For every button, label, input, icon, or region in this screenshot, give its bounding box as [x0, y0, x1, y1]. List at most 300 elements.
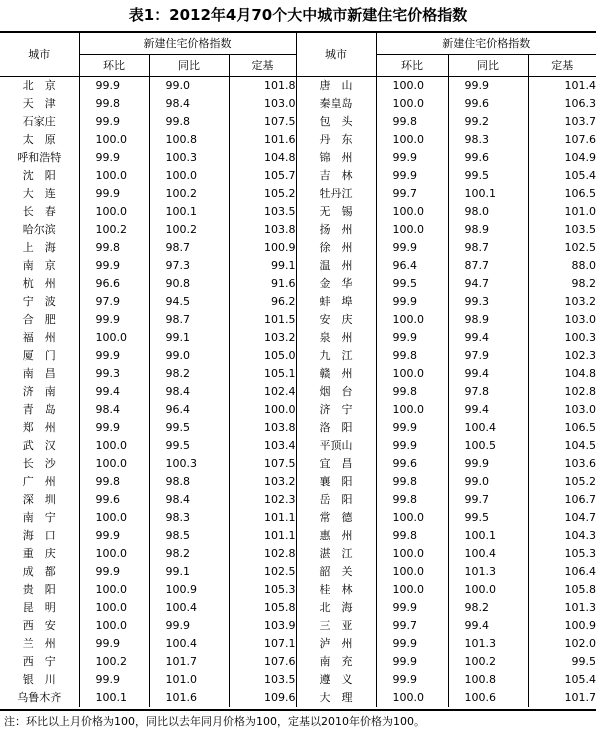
table-row [0, 77, 596, 96]
left-yoy-cell: 98.5 [149, 527, 229, 545]
right-yoy-cell: 98.2 [448, 599, 528, 617]
left-yoy-cell: 99.5 [149, 437, 229, 455]
left-mom-cell: 99.9 [79, 347, 149, 365]
column-header-base-left: 定基 [229, 55, 296, 77]
left-city-cell: 大 连 [0, 185, 79, 203]
table-row [0, 203, 596, 221]
right-city-cell: 牡丹江 [296, 185, 376, 203]
left-mom-cell: 100.0 [79, 131, 149, 149]
left-city-cell: 长 沙 [0, 455, 79, 473]
right-mom-cell: 100.0 [376, 311, 448, 329]
left-mom-cell: 100.2 [79, 653, 149, 671]
column-header-mom-left: 环比 [79, 55, 149, 77]
left-yoy-cell: 99.1 [149, 563, 229, 581]
left-mom-cell: 100.1 [79, 689, 149, 707]
right-yoy-cell: 100.1 [448, 185, 528, 203]
left-city-cell: 广 州 [0, 473, 79, 491]
right-city-cell: 锦 州 [296, 149, 376, 167]
left-base-cell: 101.1 [229, 527, 296, 545]
right-city-cell: 南 充 [296, 653, 376, 671]
left-mom-cell: 99.9 [79, 527, 149, 545]
table-row [0, 527, 596, 545]
right-yoy-cell: 100.1 [448, 527, 528, 545]
table-row [0, 545, 596, 563]
right-mom-cell: 99.8 [376, 113, 448, 131]
right-yoy-cell: 99.5 [448, 509, 528, 527]
left-yoy-cell: 99.1 [149, 329, 229, 347]
right-base-cell: 104.3 [564, 529, 596, 542]
right-city-cell: 蚌 埠 [296, 293, 376, 311]
right-yoy-cell: 99.7 [448, 491, 528, 509]
left-yoy-cell: 100.2 [149, 221, 229, 239]
left-city-cell: 呼和浩特 [0, 149, 79, 167]
left-yoy-cell: 98.7 [149, 311, 229, 329]
right-mom-cell: 100.0 [376, 545, 448, 563]
right-city-cell: 温 州 [296, 257, 376, 275]
right-yoy-cell: 99.2 [448, 113, 528, 131]
right-yoy-cell: 99.4 [448, 329, 528, 347]
right-mom-cell: 96.4 [376, 257, 448, 275]
left-yoy-cell: 100.4 [149, 635, 229, 653]
left-city-cell: 太 原 [0, 131, 79, 149]
table-row [0, 239, 596, 257]
right-base-cell: 102.5 [564, 241, 596, 254]
left-mom-cell: 100.0 [79, 581, 149, 599]
left-yoy-cell: 94.5 [149, 293, 229, 311]
table-row [0, 293, 596, 311]
right-base-cell: 99.5 [571, 655, 596, 668]
right-city-cell: 包 头 [296, 113, 376, 131]
right-city-cell: 丹 东 [296, 131, 376, 149]
right-mom-cell: 99.9 [376, 437, 448, 455]
left-base-cell: 102.4 [229, 383, 296, 401]
table-row [0, 401, 596, 419]
left-mom-cell: 100.0 [79, 455, 149, 473]
right-city-cell: 九 江 [296, 347, 376, 365]
table-row [0, 383, 596, 401]
left-mom-cell: 99.9 [79, 635, 149, 653]
right-mom-cell: 100.0 [376, 77, 448, 96]
table-row [0, 113, 596, 131]
table-row [0, 473, 596, 491]
right-base-cell: 101.0 [564, 205, 596, 218]
right-city-cell: 烟 台 [296, 383, 376, 401]
left-city-cell: 青 岛 [0, 401, 79, 419]
right-mom-cell: 100.0 [376, 509, 448, 527]
right-yoy-cell: 99.0 [448, 473, 528, 491]
right-city-cell: 平顶山 [296, 437, 376, 455]
right-yoy-cell: 100.8 [448, 671, 528, 689]
left-mom-cell: 100.2 [79, 221, 149, 239]
left-base-cell: 107.5 [229, 455, 296, 473]
right-mom-cell: 99.8 [376, 383, 448, 401]
table-row [0, 509, 596, 527]
right-base-cell: 101.7 [564, 691, 596, 704]
left-mom-cell: 98.4 [79, 401, 149, 419]
left-base-cell: 103.0 [229, 95, 296, 113]
left-mom-cell: 99.9 [79, 563, 149, 581]
right-mom-cell: 99.9 [376, 653, 448, 671]
left-base-cell: 99.1 [229, 257, 296, 275]
left-yoy-cell: 101.7 [149, 653, 229, 671]
right-yoy-cell: 99.3 [448, 293, 528, 311]
left-base-cell: 101.6 [229, 131, 296, 149]
right-yoy-cell: 101.3 [448, 563, 528, 581]
right-city-cell: 赣 州 [296, 365, 376, 383]
right-base-cell: 106.4 [564, 565, 596, 578]
right-city-cell: 吉 林 [296, 167, 376, 185]
left-base-cell: 101.1 [229, 509, 296, 527]
right-mom-cell: 99.9 [376, 419, 448, 437]
right-city-cell: 洛 阳 [296, 419, 376, 437]
left-mom-cell: 99.9 [79, 671, 149, 689]
right-yoy-cell: 100.5 [448, 437, 528, 455]
right-mom-cell: 100.0 [376, 401, 448, 419]
right-base-cell: 106.5 [564, 187, 596, 200]
right-city-cell: 秦皇岛 [296, 95, 376, 113]
right-base-cell: 105.8 [564, 583, 596, 596]
table-row [0, 617, 596, 635]
left-base-cell: 105.0 [229, 347, 296, 365]
left-yoy-cell: 101.0 [149, 671, 229, 689]
right-base-cell: 107.6 [564, 133, 596, 146]
right-base-cell: 103.5 [564, 223, 596, 236]
right-mom-cell: 99.6 [376, 455, 448, 473]
table-row [0, 329, 596, 347]
left-yoy-cell: 99.0 [149, 77, 229, 96]
right-yoy-cell: 99.6 [448, 95, 528, 113]
right-city-cell: 扬 州 [296, 221, 376, 239]
left-base-cell: 107.5 [229, 113, 296, 131]
table-row [0, 347, 596, 365]
right-base-cell: 102.8 [564, 385, 596, 398]
left-base-cell: 105.3 [229, 581, 296, 599]
right-base-cell: 103.6 [564, 457, 596, 470]
left-mom-cell: 100.0 [79, 203, 149, 221]
right-base-cell: 88.0 [571, 259, 596, 272]
right-mom-cell: 100.0 [376, 203, 448, 221]
left-city-cell: 宁 波 [0, 293, 79, 311]
left-mom-cell: 99.9 [79, 419, 149, 437]
price-index-table [0, 31, 596, 707]
left-yoy-cell: 99.5 [149, 419, 229, 437]
right-mom-cell: 99.9 [376, 293, 448, 311]
table-title: 表1：2012年4月70个大中城市新建住宅价格指数 [128, 6, 468, 24]
right-base-cell: 105.3 [564, 547, 596, 560]
right-mom-cell: 100.0 [376, 365, 448, 383]
left-mom-cell: 100.0 [79, 329, 149, 347]
right-yoy-cell: 98.9 [448, 221, 528, 239]
left-yoy-cell: 98.4 [149, 95, 229, 113]
right-yoy-cell: 99.4 [448, 365, 528, 383]
column-group-header-right: 新建住宅价格指数 [376, 32, 596, 55]
left-yoy-cell: 101.6 [149, 689, 229, 707]
right-city-cell: 泉 州 [296, 329, 376, 347]
left-city-cell: 厦 门 [0, 347, 79, 365]
column-header-city-right: 城市 [296, 32, 376, 77]
left-mom-cell: 100.0 [79, 509, 149, 527]
left-city-cell: 济 南 [0, 383, 79, 401]
left-base-cell: 107.6 [229, 653, 296, 671]
left-base-cell: 103.2 [229, 329, 296, 347]
left-city-cell: 沈 阳 [0, 167, 79, 185]
left-yoy-cell: 100.3 [149, 149, 229, 167]
left-yoy-cell: 100.8 [149, 131, 229, 149]
left-city-cell: 福 州 [0, 329, 79, 347]
table-row [0, 599, 596, 617]
left-base-cell: 103.9 [229, 617, 296, 635]
right-yoy-cell: 98.7 [448, 239, 528, 257]
left-base-cell: 102.8 [229, 545, 296, 563]
left-yoy-cell: 98.2 [149, 365, 229, 383]
left-base-cell: 109.6 [229, 689, 296, 707]
right-city-cell: 泸 州 [296, 635, 376, 653]
left-base-cell: 103.5 [229, 671, 296, 689]
left-yoy-cell: 98.3 [149, 509, 229, 527]
table-row [0, 131, 596, 149]
right-yoy-cell: 100.0 [448, 581, 528, 599]
right-base-cell: 105.4 [564, 673, 596, 686]
left-base-cell: 91.6 [229, 275, 296, 293]
right-city-cell: 济 宁 [296, 401, 376, 419]
left-yoy-cell: 100.3 [149, 455, 229, 473]
left-city-cell: 深 圳 [0, 491, 79, 509]
left-city-cell: 石家庄 [0, 113, 79, 131]
table-row [0, 653, 596, 671]
left-city-cell: 乌鲁木齐 [0, 689, 79, 707]
column-header-base-right: 定基 [528, 55, 596, 77]
right-city-cell: 桂 林 [296, 581, 376, 599]
right-yoy-cell: 100.2 [448, 653, 528, 671]
left-mom-cell: 100.0 [79, 599, 149, 617]
right-mom-cell: 99.9 [376, 671, 448, 689]
left-city-cell: 南 京 [0, 257, 79, 275]
column-header-yoy-left: 同比 [149, 55, 229, 77]
table-row [0, 149, 596, 167]
right-mom-cell: 100.0 [376, 563, 448, 581]
right-yoy-cell: 99.5 [448, 167, 528, 185]
right-yoy-cell: 99.6 [448, 149, 528, 167]
right-base-cell: 100.9 [564, 619, 596, 632]
left-mom-cell: 100.0 [79, 167, 149, 185]
left-city-cell: 西 安 [0, 617, 79, 635]
left-yoy-cell: 100.2 [149, 185, 229, 203]
right-mom-cell: 99.9 [376, 239, 448, 257]
table-row [0, 419, 596, 437]
left-mom-cell: 99.9 [79, 257, 149, 275]
left-yoy-cell: 98.8 [149, 473, 229, 491]
right-mom-cell: 99.5 [376, 275, 448, 293]
right-yoy-cell: 99.9 [448, 455, 528, 473]
left-mom-cell: 99.3 [79, 365, 149, 383]
right-mom-cell: 99.8 [376, 527, 448, 545]
left-mom-cell: 99.8 [79, 239, 149, 257]
right-city-cell: 韶 关 [296, 563, 376, 581]
right-yoy-cell: 97.8 [448, 383, 528, 401]
right-base-cell: 105.4 [564, 169, 596, 182]
left-city-cell: 贵 阳 [0, 581, 79, 599]
left-city-cell: 南 昌 [0, 365, 79, 383]
table-row [0, 437, 596, 455]
left-base-cell: 96.2 [229, 293, 296, 311]
right-base-cell: 103.7 [564, 115, 596, 128]
left-mom-cell: 100.0 [79, 545, 149, 563]
right-base-cell: 104.5 [564, 439, 596, 452]
right-base-cell: 102.0 [564, 637, 596, 650]
right-city-cell: 遵 义 [296, 671, 376, 689]
right-yoy-cell: 100.4 [448, 545, 528, 563]
right-yoy-cell: 87.7 [448, 257, 528, 275]
left-yoy-cell: 98.7 [149, 239, 229, 257]
left-base-cell: 102.5 [229, 563, 296, 581]
left-base-cell: 100.0 [229, 401, 296, 419]
right-yoy-cell: 98.0 [448, 203, 528, 221]
left-base-cell: 107.1 [229, 635, 296, 653]
right-mom-cell: 99.7 [376, 617, 448, 635]
right-base-cell: 106.3 [564, 97, 596, 110]
table-row [0, 185, 596, 203]
right-base-cell: 101.4 [564, 79, 596, 92]
left-city-cell: 天 津 [0, 95, 79, 113]
column-group-header-left: 新建住宅价格指数 [79, 32, 296, 55]
left-mom-cell: 99.9 [79, 149, 149, 167]
left-yoy-cell: 100.1 [149, 203, 229, 221]
left-mom-cell: 99.8 [79, 95, 149, 113]
left-yoy-cell: 99.8 [149, 113, 229, 131]
right-base-cell: 103.0 [564, 403, 596, 416]
right-mom-cell: 99.8 [376, 491, 448, 509]
table-row [0, 491, 596, 509]
right-base-cell: 102.3 [564, 349, 596, 362]
left-yoy-cell: 100.9 [149, 581, 229, 599]
left-city-cell: 银 川 [0, 671, 79, 689]
left-city-cell: 西 宁 [0, 653, 79, 671]
footnote: 注：环比以上月价格为100，同比以去年同月价格为100，定基以2010年价格为100。 [4, 715, 425, 728]
left-base-cell: 105.2 [229, 185, 296, 203]
right-yoy-cell: 100.4 [448, 419, 528, 437]
table-row [0, 455, 596, 473]
right-city-cell: 岳 阳 [296, 491, 376, 509]
right-city-cell: 安 庆 [296, 311, 376, 329]
left-mom-cell: 97.9 [79, 293, 149, 311]
left-base-cell: 101.5 [229, 311, 296, 329]
left-mom-cell: 99.6 [79, 491, 149, 509]
left-city-cell: 兰 州 [0, 635, 79, 653]
right-mom-cell: 100.0 [376, 131, 448, 149]
column-header-mom-right: 环比 [376, 55, 448, 77]
table-row [0, 581, 596, 599]
right-base-cell: 101.3 [564, 601, 596, 614]
left-mom-cell: 100.0 [79, 617, 149, 635]
left-city-cell: 昆 明 [0, 599, 79, 617]
right-yoy-cell: 99.4 [448, 401, 528, 419]
right-city-cell: 金 华 [296, 275, 376, 293]
left-yoy-cell: 98.4 [149, 491, 229, 509]
left-base-cell: 103.8 [229, 221, 296, 239]
table-row [0, 95, 596, 113]
left-yoy-cell: 100.0 [149, 167, 229, 185]
left-city-cell: 合 肥 [0, 311, 79, 329]
left-city-cell: 哈尔滨 [0, 221, 79, 239]
left-yoy-cell: 90.8 [149, 275, 229, 293]
left-mom-cell: 99.9 [79, 113, 149, 131]
right-mom-cell: 99.9 [376, 149, 448, 167]
right-yoy-cell: 100.6 [448, 689, 528, 707]
table-row [0, 563, 596, 581]
table-row [0, 275, 596, 293]
left-base-cell: 105.1 [229, 365, 296, 383]
left-mom-cell: 100.0 [79, 437, 149, 455]
left-city-cell: 海 口 [0, 527, 79, 545]
table-row [0, 365, 596, 383]
left-city-cell: 杭 州 [0, 275, 79, 293]
right-base-cell: 103.2 [564, 295, 596, 308]
left-mom-cell: 99.4 [79, 383, 149, 401]
right-base-cell: 106.7 [564, 493, 596, 506]
right-city-cell: 宜 昌 [296, 455, 376, 473]
right-yoy-cell: 94.7 [448, 275, 528, 293]
right-mom-cell: 99.8 [376, 347, 448, 365]
right-base-cell: 106.5 [564, 421, 596, 434]
left-city-cell: 成 都 [0, 563, 79, 581]
left-base-cell: 101.8 [229, 77, 296, 96]
left-mom-cell: 99.9 [79, 311, 149, 329]
right-city-cell: 大 理 [296, 689, 376, 707]
left-base-cell: 103.5 [229, 203, 296, 221]
left-city-cell: 重 庆 [0, 545, 79, 563]
right-yoy-cell: 98.9 [448, 311, 528, 329]
table-body [0, 77, 596, 708]
right-mom-cell: 99.9 [376, 599, 448, 617]
left-yoy-cell: 100.4 [149, 599, 229, 617]
right-city-cell: 湛 江 [296, 545, 376, 563]
right-yoy-cell: 97.9 [448, 347, 528, 365]
left-yoy-cell: 98.2 [149, 545, 229, 563]
table-row [0, 689, 596, 707]
right-mom-cell: 99.9 [376, 167, 448, 185]
left-base-cell: 105.8 [229, 599, 296, 617]
right-mom-cell: 99.8 [376, 473, 448, 491]
table-row [0, 257, 596, 275]
left-yoy-cell: 96.4 [149, 401, 229, 419]
table-row [0, 311, 596, 329]
right-city-cell: 无 锡 [296, 203, 376, 221]
right-city-cell: 襄 阳 [296, 473, 376, 491]
right-base-cell: 103.0 [564, 313, 596, 326]
left-base-cell: 103.4 [229, 437, 296, 455]
left-base-cell: 104.8 [229, 149, 296, 167]
table-row [0, 671, 596, 689]
left-yoy-cell: 99.0 [149, 347, 229, 365]
left-mom-cell: 96.6 [79, 275, 149, 293]
right-city-cell: 惠 州 [296, 527, 376, 545]
left-mom-cell: 99.8 [79, 473, 149, 491]
right-base-cell: 100.3 [564, 331, 596, 344]
left-city-cell: 南 宁 [0, 509, 79, 527]
right-city-cell: 北 海 [296, 599, 376, 617]
right-base-cell: 104.8 [564, 367, 596, 380]
table-row [0, 635, 596, 653]
right-yoy-cell: 99.4 [448, 617, 528, 635]
right-city-cell: 常 德 [296, 509, 376, 527]
right-mom-cell: 100.0 [376, 581, 448, 599]
right-mom-cell: 100.0 [376, 689, 448, 707]
right-city-cell: 徐 州 [296, 239, 376, 257]
left-mom-cell: 99.9 [79, 77, 149, 96]
right-yoy-cell: 98.3 [448, 131, 528, 149]
column-header-yoy-right: 同比 [448, 55, 528, 77]
right-mom-cell: 100.0 [376, 221, 448, 239]
